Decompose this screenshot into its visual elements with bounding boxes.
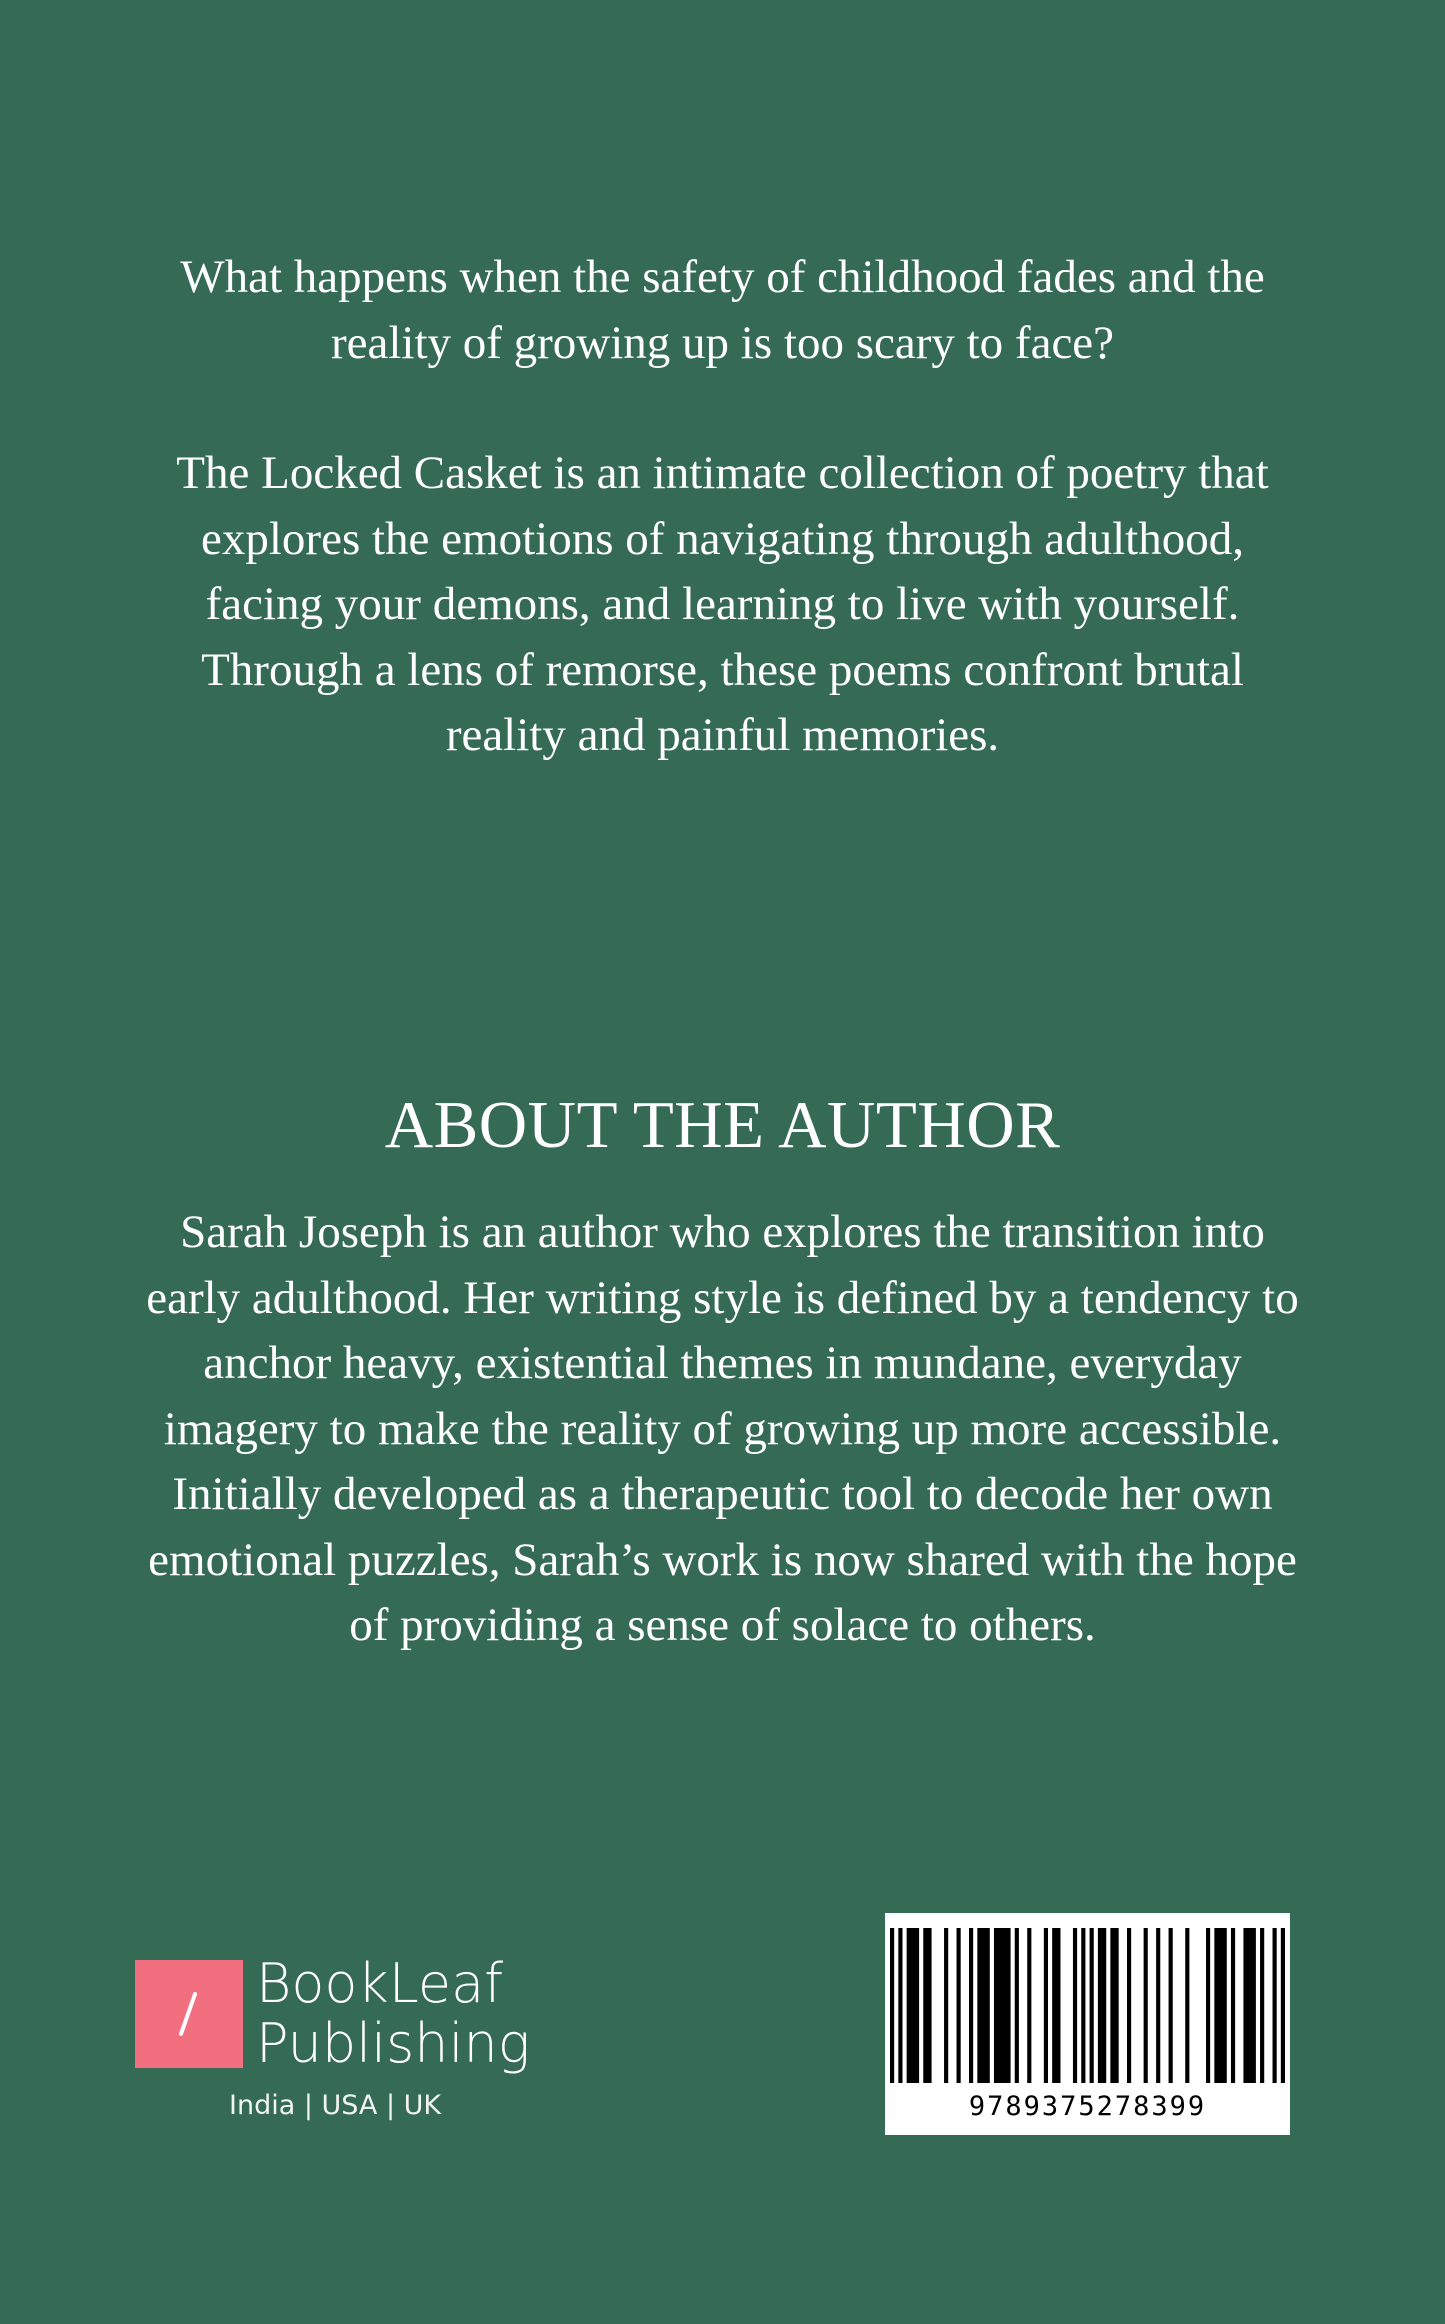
back-cover-blurb — [140, 245, 1305, 769]
barcode-bar — [1214, 1928, 1226, 2083]
barcode-bar — [1243, 1928, 1255, 2083]
slash-icon — [135, 1960, 243, 2068]
barcode-bar — [1156, 1928, 1160, 2083]
publisher-logo — [135, 1952, 555, 2140]
barcode-bar — [1144, 1928, 1148, 2083]
barcode-bar — [1110, 1928, 1118, 2083]
barcode-bar — [890, 1928, 894, 2083]
barcode-bar — [957, 1928, 961, 2083]
barcode-bar — [898, 1928, 902, 2083]
barcode-bar — [994, 1928, 1011, 2083]
barcode-bar — [977, 1928, 989, 2083]
publisher-name — [256, 1954, 530, 2074]
barcode-bar — [1090, 1928, 1094, 2083]
barcode-bar — [1052, 1928, 1060, 2083]
barcode-bars — [885, 1913, 1290, 2088]
blurb-question: What happens when the safety of childhood fades and the reality of growing up is too scary to face? — [180, 251, 1265, 369]
isbn-barcode — [885, 1913, 1290, 2135]
barcode-bar — [1169, 1928, 1173, 2083]
barcode-bar — [1081, 1928, 1085, 2083]
barcode-bar — [1185, 1928, 1189, 2083]
barcode-bar — [1015, 1928, 1019, 2083]
barcode-bar — [1260, 1928, 1264, 2083]
barcode-bar — [1098, 1928, 1106, 2083]
barcode-bar — [969, 1928, 973, 2083]
barcode-bar — [1206, 1928, 1210, 2083]
blurb-description: The Locked Casket is an intimate collection of poetry that explores the emotions of navigating through adulthood, facing your demons, and learning to live with yourself. Through a lens of remorse, these poems confront brutal reality and painful memories. — [176, 447, 1269, 761]
barcode-bar — [1273, 1928, 1277, 2083]
publisher-regions: India | USA | UK — [229, 2090, 442, 2121]
barcode-bar — [1231, 1928, 1235, 2083]
about-author-heading: ABOUT THE AUTHOR — [384, 1088, 1061, 1162]
barcode-bar — [907, 1928, 919, 2083]
isbn-number: 9789375278399 — [968, 2091, 1207, 2122]
barcode-bar — [923, 1928, 931, 2083]
barcode-bar — [1044, 1928, 1048, 2083]
barcode-bar — [1281, 1928, 1285, 2083]
about-author-text: Sarah Joseph is an author who explores the transition into early adulthood. Her writing style is defined by a tendency to anchor heavy, existential themes in mundane, everyday imagery to make the reality of growing up more accessible. Initially developed as a therapeutic tool to decode her own emotional puzzles, Sarah’s work is now shared with the hope of providing a sense of solace to others. — [146, 1206, 1299, 1651]
barcode-bar — [1027, 1928, 1031, 2083]
barcode-bar — [1073, 1928, 1077, 2083]
publisher-name-line2: Publishing — [256, 2012, 531, 2075]
barcode-bar — [1127, 1928, 1131, 2083]
publisher-name-line1: BookLeaf — [256, 1952, 504, 2015]
barcode-bar — [944, 1928, 948, 2083]
